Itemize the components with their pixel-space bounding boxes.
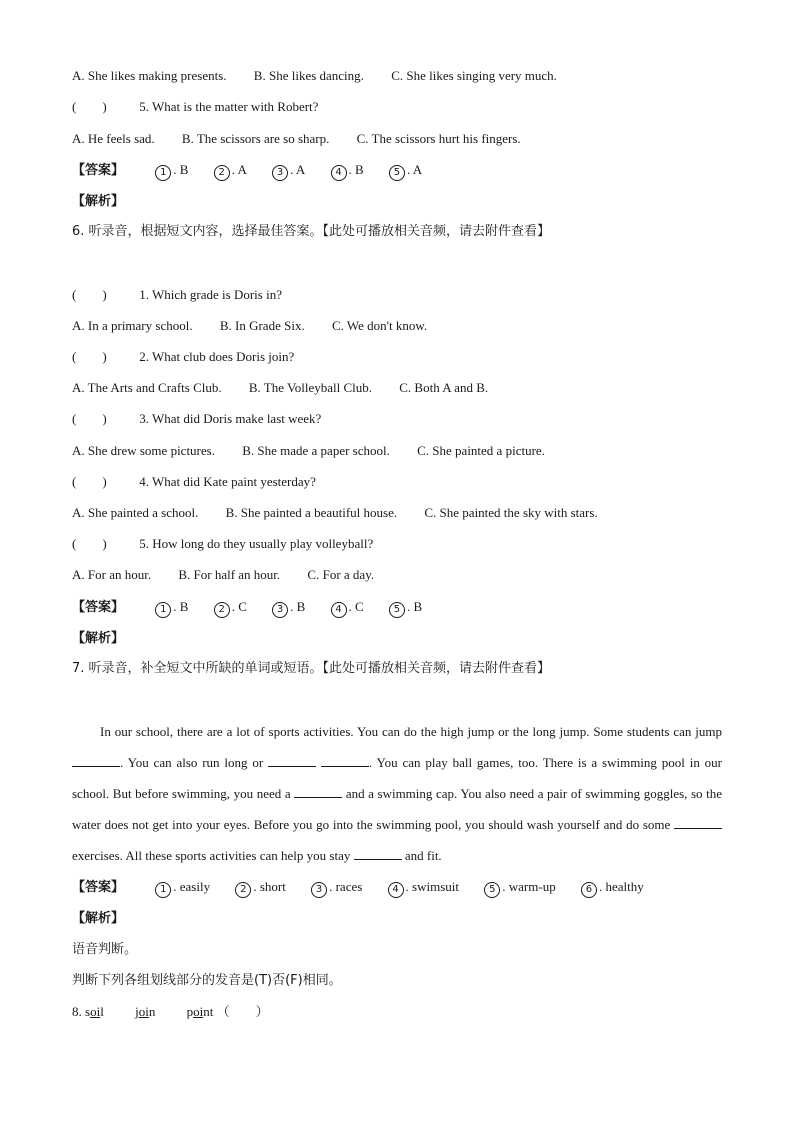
answer-item <box>484 878 555 898</box>
circled-number: 2 <box>214 602 230 618</box>
answer-paren: ( ) <box>72 474 107 489</box>
answer-label: 【答案】 <box>72 600 125 615</box>
s6-q5-options <box>72 566 398 584</box>
q8-row <box>72 1003 269 1022</box>
blank-5 <box>354 847 402 860</box>
answer-item <box>235 878 286 898</box>
option: B. She painted a beautiful house. <box>225 505 398 520</box>
answer-row <box>72 878 666 898</box>
answer-value: . C <box>231 599 247 614</box>
answer-value: . B <box>173 599 189 614</box>
analysis-text: 【解析】 <box>72 194 125 209</box>
option: B. The Volleyball Club. <box>248 380 373 395</box>
answer-item <box>389 598 422 618</box>
option: B. She likes dancing. <box>253 68 364 83</box>
circled-number: 4 <box>388 882 404 898</box>
answer-item <box>581 878 644 898</box>
paragraph-text: . You can play ball games, too. There is a swimming pool in our school. But before swimming, you need a <box>72 755 723 801</box>
answer-item <box>331 161 364 181</box>
answer-item <box>214 161 247 181</box>
option: C. The scissors hurt his fingers. <box>356 131 521 146</box>
option: A. The Arts and Crafts Club. <box>72 380 222 395</box>
s6-q3-options <box>72 442 569 460</box>
answer-paren: ( ) <box>72 99 107 114</box>
s6-q3 <box>72 410 321 428</box>
answer-item <box>214 598 247 618</box>
answer-row <box>72 161 444 181</box>
answer-value: . A <box>290 162 306 177</box>
q5-question <box>72 98 318 116</box>
answer-item <box>155 598 188 618</box>
answer-paren: ( ) <box>72 287 107 302</box>
answer-item <box>272 598 305 618</box>
option: C. Both A and B. <box>399 380 489 395</box>
paragraph-text: exercises. All these sports activities can help you stay <box>72 848 351 863</box>
circled-number: 2 <box>235 882 251 898</box>
s6-q5 <box>72 535 373 553</box>
answer-label: 【答案】 <box>72 163 125 178</box>
s6-q4-options <box>72 504 622 522</box>
answer-value: . races <box>329 879 363 894</box>
circled-number: 1 <box>155 882 171 898</box>
section-6-heading: 6. 听录音，根据短文内容，选择最佳答案。【此处可播放相关音频，请去附件查看】 <box>72 224 551 239</box>
answer-value: . warm-up <box>502 879 556 894</box>
option: C. She painted the sky with stars. <box>424 505 598 520</box>
answer-value: . B <box>290 599 306 614</box>
answer-paren: ( ) <box>72 536 107 551</box>
option: A. For an hour. <box>72 567 152 582</box>
circled-number: 3 <box>272 602 288 618</box>
answer-label: 【答案】 <box>72 880 125 895</box>
option: C. For a day. <box>307 567 375 582</box>
option: B. She made a paper school. <box>242 443 390 458</box>
answer-item <box>311 878 362 898</box>
question-text: 3. What did Doris make last week? <box>139 411 322 426</box>
question-text: 1. Which grade is Doris in? <box>139 287 282 302</box>
s6-q2 <box>72 348 294 366</box>
paragraph-text: and fit. <box>404 848 442 863</box>
option: A. In a primary school. <box>72 318 193 333</box>
section-7-heading: 7. 听录音，补全短文中所缺的单词或短语。【此处可播放相关音频，请去附件查看】 <box>72 661 551 676</box>
analysis-label <box>72 629 152 648</box>
blank-1 <box>72 754 120 767</box>
analysis-label <box>72 192 152 211</box>
s6-q1-options <box>72 317 451 335</box>
option: A. She painted a school. <box>72 505 199 520</box>
word: join <box>135 1004 156 1019</box>
circled-number: 3 <box>311 882 327 898</box>
answer-value: . healthy <box>598 879 644 894</box>
circled-number: 1 <box>155 165 171 181</box>
analysis-text: 【解析】 <box>72 911 125 926</box>
q4-options <box>72 67 581 85</box>
answer-value: . easily <box>173 879 211 894</box>
answer-item <box>155 878 210 898</box>
circled-number: 5 <box>484 882 500 898</box>
answer-value: . C <box>348 599 364 614</box>
analysis-text: 【解析】 <box>72 631 125 646</box>
s6-q1 <box>72 286 282 304</box>
option: A. She likes making presents. <box>72 68 227 83</box>
paragraph-text: . You can also run long or <box>120 755 264 770</box>
answer-value: . swimsuit <box>405 879 460 894</box>
circled-number: 2 <box>214 165 230 181</box>
paragraph-text: In our school, there are a lot of sports activities. You can do the high jump or the long jump. Some students can jump <box>100 724 722 739</box>
question-text: 4. What did Kate paint yesterday? <box>139 474 316 489</box>
underlined-part: oi <box>138 1004 149 1019</box>
s6-q2-options <box>72 379 512 397</box>
analysis-label <box>72 909 152 928</box>
option: B. In Grade Six. <box>219 318 305 333</box>
instruction: 判断下列各组划线部分的发音是(T)否(F)相同。 <box>72 973 342 988</box>
answer-value: . B <box>348 162 364 177</box>
answer-paren: ( ) <box>72 349 107 364</box>
question-text: 5. What is the matter with Robert? <box>139 99 319 114</box>
option: A. He feels sad. <box>72 131 155 146</box>
option: A. She drew some pictures. <box>72 443 215 458</box>
option: C. We don't know. <box>331 318 428 333</box>
answer-item <box>272 161 305 181</box>
answer-item <box>389 161 422 181</box>
answer-item <box>155 161 188 181</box>
answer-value: . B <box>406 599 423 614</box>
circled-number: 5 <box>389 165 405 181</box>
paragraph-text: and a swimming cap. You also need a pair of swimming goggles, so the water does not get into your eyes. Before you go into the swimming pool, you should wash yourself and do some <box>72 786 723 832</box>
circled-number: 6 <box>581 882 597 898</box>
underlined-part: oi <box>90 1004 101 1019</box>
circled-number: 4 <box>331 165 347 181</box>
answer-paren: （ ） <box>216 1005 269 1020</box>
answer-value: . B <box>173 162 189 177</box>
blank-4 <box>674 816 722 829</box>
question-number: 8. <box>72 1004 82 1019</box>
cloze-paragraph <box>72 716 722 871</box>
word: soil <box>85 1004 104 1019</box>
answer-row <box>72 598 444 618</box>
circled-number: 3 <box>272 165 288 181</box>
option: B. For half an hour. <box>178 567 281 582</box>
option: C. She likes singing very much. <box>391 68 557 83</box>
word: point <box>186 1004 214 1019</box>
underlined-part: oi <box>193 1004 204 1019</box>
section-title: 语音判断。 <box>72 942 138 957</box>
answer-value: . short <box>253 879 286 894</box>
question-text: 2. What club does Doris join? <box>139 349 295 364</box>
s6-q4 <box>72 473 316 491</box>
answer-paren: ( ) <box>72 411 107 426</box>
answer-item <box>331 598 364 618</box>
answer-item <box>388 878 459 898</box>
q5-options <box>72 130 545 148</box>
question-text: 5. How long do they usually play volleyball? <box>139 536 374 551</box>
circled-number: 1 <box>155 602 171 618</box>
blank-2a <box>268 754 316 767</box>
circled-number: 5 <box>389 602 405 618</box>
option: B. The scissors are so sharp. <box>181 131 330 146</box>
option: C. She painted a picture. <box>417 443 545 458</box>
answer-value: . A <box>231 162 247 177</box>
answer-value: . A <box>406 162 423 177</box>
blank-3 <box>294 785 342 798</box>
circled-number: 4 <box>331 602 347 618</box>
blank-2b <box>321 754 369 767</box>
